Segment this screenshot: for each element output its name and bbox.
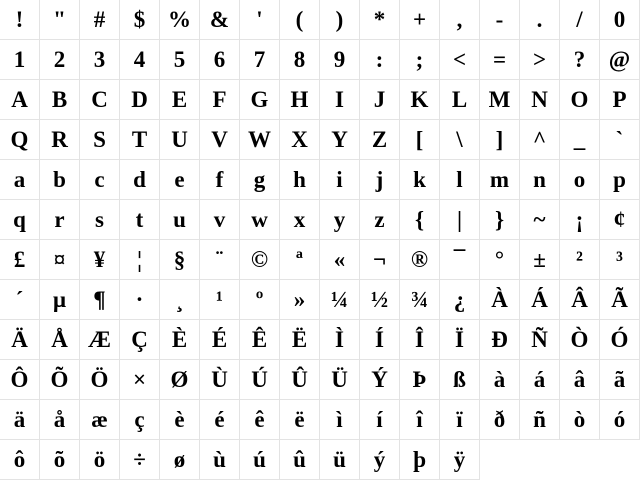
glyph-cell[interactable]: 1: [0, 40, 40, 80]
glyph-cell[interactable]: .: [520, 0, 560, 40]
glyph-cell[interactable]: Ø: [160, 360, 200, 400]
glyph-cell[interactable]: u: [160, 200, 200, 240]
glyph-cell[interactable]: ô: [0, 440, 40, 480]
glyph-cell[interactable]: °: [480, 240, 520, 280]
glyph-cell[interactable]: M: [480, 80, 520, 120]
glyph-cell[interactable]: #: [80, 0, 120, 40]
glyph-cell[interactable]: ¥: [80, 240, 120, 280]
glyph-cell[interactable]: Æ: [80, 320, 120, 360]
glyph-cell[interactable]: é: [200, 400, 240, 440]
glyph-cell[interactable]: 3: [80, 40, 120, 80]
glyph-cell[interactable]: ú: [240, 440, 280, 480]
glyph-cell[interactable]: ä: [0, 400, 40, 440]
glyph-cell[interactable]: /: [560, 0, 600, 40]
glyph-cell[interactable]: É: [200, 320, 240, 360]
glyph-cell[interactable]: Ð: [480, 320, 520, 360]
glyph-cell[interactable]: @: [600, 40, 640, 80]
glyph-cell[interactable]: X: [280, 120, 320, 160]
glyph-cell[interactable]: |: [440, 200, 480, 240]
glyph-cell[interactable]: A: [0, 80, 40, 120]
glyph-cell[interactable]: j: [360, 160, 400, 200]
glyph-cell[interactable]: U: [160, 120, 200, 160]
glyph-cell[interactable]: f: [200, 160, 240, 200]
glyph-cell[interactable]: 7: [240, 40, 280, 80]
glyph-cell[interactable]: 5: [160, 40, 200, 80]
glyph-cell[interactable]: ?: [560, 40, 600, 80]
glyph-cell[interactable]: e: [160, 160, 200, 200]
glyph-cell[interactable]: a: [0, 160, 40, 200]
glyph-cell[interactable]: _: [560, 120, 600, 160]
glyph-cell[interactable]: H: [280, 80, 320, 120]
glyph-cell[interactable]: c: [80, 160, 120, 200]
glyph-cell[interactable]: !: [0, 0, 40, 40]
glyph-cell[interactable]: ø: [160, 440, 200, 480]
glyph-cell[interactable]: õ: [40, 440, 80, 480]
glyph-cell[interactable]: C: [80, 80, 120, 120]
glyph-cell[interactable]: {: [400, 200, 440, 240]
glyph-cell[interactable]: «: [320, 240, 360, 280]
glyph-cell[interactable]: ü: [320, 440, 360, 480]
glyph-cell[interactable]: G: [240, 80, 280, 120]
glyph-cell[interactable]: ¤: [40, 240, 80, 280]
empty-cell: [480, 440, 520, 480]
glyph-cell[interactable]: Ù: [200, 360, 240, 400]
glyph-cell[interactable]: Ã: [600, 280, 640, 320]
glyph-cell[interactable]: -: [480, 0, 520, 40]
glyph-cell[interactable]: n: [520, 160, 560, 200]
glyph-cell[interactable]: í: [360, 400, 400, 440]
glyph-cell[interactable]: V: [200, 120, 240, 160]
glyph-cell[interactable]: m: [480, 160, 520, 200]
glyph-cell[interactable]: N: [520, 80, 560, 120]
glyph-cell[interactable]: Q: [0, 120, 40, 160]
glyph-cell[interactable]: r: [40, 200, 80, 240]
glyph-cell[interactable]: T: [120, 120, 160, 160]
empty-cell: [560, 440, 600, 480]
glyph-cell[interactable]: Ò: [560, 320, 600, 360]
glyph-cell[interactable]: ¶: [80, 280, 120, 320]
glyph-cell[interactable]: p: [600, 160, 640, 200]
glyph-cell[interactable]: ÿ: [440, 440, 480, 480]
glyph-cell[interactable]: Ï: [440, 320, 480, 360]
glyph-cell[interactable]: Ý: [360, 360, 400, 400]
glyph-cell[interactable]: Ç: [120, 320, 160, 360]
empty-cell: [600, 440, 640, 480]
glyph-cell[interactable]: w: [240, 200, 280, 240]
glyph-cell[interactable]: L: [440, 80, 480, 120]
glyph-cell[interactable]: ;: [400, 40, 440, 80]
glyph-cell[interactable]: ñ: [520, 400, 560, 440]
glyph-cell[interactable]: þ: [400, 440, 440, 480]
glyph-cell[interactable]: ÷: [120, 440, 160, 480]
glyph-cell[interactable]: À: [480, 280, 520, 320]
glyph-cell[interactable]: à: [480, 360, 520, 400]
glyph-cell[interactable]: Ñ: [520, 320, 560, 360]
glyph-cell[interactable]: ´: [0, 280, 40, 320]
glyph-cell[interactable]: ë: [280, 400, 320, 440]
glyph-cell[interactable]: ¡: [560, 200, 600, 240]
glyph-cell[interactable]: ¿: [440, 280, 480, 320]
glyph-cell[interactable]: Á: [520, 280, 560, 320]
glyph-cell[interactable]: ²: [560, 240, 600, 280]
glyph-cell[interactable]: O: [560, 80, 600, 120]
glyph-cell[interactable]: `: [600, 120, 640, 160]
glyph-cell[interactable]: ³: [600, 240, 640, 280]
glyph-cell[interactable]: i: [320, 160, 360, 200]
glyph-cell[interactable]: ç: [120, 400, 160, 440]
glyph-cell[interactable]: (: [280, 0, 320, 40]
glyph-cell[interactable]: Õ: [40, 360, 80, 400]
glyph-cell[interactable]: ð: [480, 400, 520, 440]
glyph-cell[interactable]: Î: [400, 320, 440, 360]
glyph-cell[interactable]: Ì: [320, 320, 360, 360]
glyph-cell[interactable]: ã: [600, 360, 640, 400]
glyph-cell[interactable]: B: [40, 80, 80, 120]
glyph-cell[interactable]: <: [440, 40, 480, 80]
glyph-cell[interactable]: Z: [360, 120, 400, 160]
glyph-cell[interactable]: ®: [400, 240, 440, 280]
glyph-cell[interactable]: F: [200, 80, 240, 120]
glyph-cell[interactable]: b: [40, 160, 80, 200]
glyph-cell[interactable]: K: [400, 80, 440, 120]
glyph-cell[interactable]: Y: [320, 120, 360, 160]
glyph-cell[interactable]: û: [280, 440, 320, 480]
glyph-cell[interactable]: ¹: [200, 280, 240, 320]
glyph-cell[interactable]: µ: [40, 280, 80, 320]
glyph-cell[interactable]: =: [480, 40, 520, 80]
glyph-cell[interactable]: ·: [120, 280, 160, 320]
glyph-cell[interactable]: 4: [120, 40, 160, 80]
glyph-cell[interactable]: ö: [80, 440, 120, 480]
glyph-cell[interactable]: £: [0, 240, 40, 280]
glyph-cell[interactable]: ,: [440, 0, 480, 40]
glyph-cell[interactable]: Ä: [0, 320, 40, 360]
glyph-cell[interactable]: \: [440, 120, 480, 160]
glyph-cell[interactable]: t: [120, 200, 160, 240]
glyph-cell[interactable]: ]: [480, 120, 520, 160]
glyph-cell[interactable]: è: [160, 400, 200, 440]
glyph-cell[interactable]: á: [520, 360, 560, 400]
glyph-cell[interactable]: â: [560, 360, 600, 400]
glyph-cell[interactable]: l: [440, 160, 480, 200]
glyph-cell[interactable]: Å: [40, 320, 80, 360]
glyph-cell[interactable]: Ó: [600, 320, 640, 360]
glyph-cell[interactable]: ê: [240, 400, 280, 440]
glyph-cell[interactable]: î: [400, 400, 440, 440]
glyph-cell[interactable]: W: [240, 120, 280, 160]
glyph-cell[interactable]: o: [560, 160, 600, 200]
glyph-cell[interactable]: 6: [200, 40, 240, 80]
glyph-cell[interactable]: q: [0, 200, 40, 240]
glyph-cell[interactable]: ý: [360, 440, 400, 480]
glyph-cell[interactable]: ò: [560, 400, 600, 440]
glyph-cell[interactable]: $: [120, 0, 160, 40]
glyph-cell[interactable]: 0: [600, 0, 640, 40]
glyph-cell[interactable]: *: [360, 0, 400, 40]
glyph-cell[interactable]: D: [120, 80, 160, 120]
glyph-cell[interactable]: %: [160, 0, 200, 40]
glyph-cell[interactable]: d: [120, 160, 160, 200]
glyph-cell[interactable]: [: [400, 120, 440, 160]
glyph-cell[interactable]: ¸: [160, 280, 200, 320]
glyph-cell[interactable]: Ü: [320, 360, 360, 400]
glyph-cell[interactable]: 9: [320, 40, 360, 80]
glyph-cell[interactable]: I: [320, 80, 360, 120]
glyph-cell[interactable]: ¾: [400, 280, 440, 320]
glyph-cell[interactable]: ': [240, 0, 280, 40]
glyph-cell[interactable]: >: [520, 40, 560, 80]
glyph-cell[interactable]: ^: [520, 120, 560, 160]
glyph-cell[interactable]: Ú: [240, 360, 280, 400]
glyph-cell[interactable]: 8: [280, 40, 320, 80]
glyph-cell[interactable]: y: [320, 200, 360, 240]
glyph-cell[interactable]: s: [80, 200, 120, 240]
glyph-cell[interactable]: Ô: [0, 360, 40, 400]
glyph-cell[interactable]: E: [160, 80, 200, 120]
glyph-cell[interactable]: Ë: [280, 320, 320, 360]
glyph-cell[interactable]: x: [280, 200, 320, 240]
glyph-cell[interactable]: S: [80, 120, 120, 160]
glyph-cell[interactable]: k: [400, 160, 440, 200]
glyph-cell[interactable]: æ: [80, 400, 120, 440]
empty-cell: [520, 440, 560, 480]
glyph-cell[interactable]: ù: [200, 440, 240, 480]
glyph-cell[interactable]: z: [360, 200, 400, 240]
glyph-cell[interactable]: R: [40, 120, 80, 160]
glyph-cell[interactable]: Ö: [80, 360, 120, 400]
glyph-cell[interactable]: Â: [560, 280, 600, 320]
glyph-cell[interactable]: Ê: [240, 320, 280, 360]
glyph-cell[interactable]: &: [200, 0, 240, 40]
glyph-cell[interactable]: :: [360, 40, 400, 80]
glyph-cell[interactable]: ×: [120, 360, 160, 400]
glyph-cell[interactable]: ¼: [320, 280, 360, 320]
glyph-cell[interactable]: ½: [360, 280, 400, 320]
glyph-cell[interactable]: §: [160, 240, 200, 280]
glyph-cell[interactable]: ï: [440, 400, 480, 440]
glyph-cell[interactable]: Þ: [400, 360, 440, 400]
glyph-cell[interactable]: ¯: [440, 240, 480, 280]
glyph-cell[interactable]: }: [480, 200, 520, 240]
glyph-cell[interactable]: »: [280, 280, 320, 320]
glyph-cell[interactable]: ": [40, 0, 80, 40]
glyph-cell[interactable]: º: [240, 280, 280, 320]
glyph-cell[interactable]: ó: [600, 400, 640, 440]
glyph-cell[interactable]: ¢: [600, 200, 640, 240]
glyph-cell[interactable]: ß: [440, 360, 480, 400]
glyph-cell[interactable]: ¨: [200, 240, 240, 280]
glyph-cell[interactable]: ª: [280, 240, 320, 280]
glyph-cell[interactable]: P: [600, 80, 640, 120]
glyph-cell[interactable]: ): [320, 0, 360, 40]
glyph-cell[interactable]: +: [400, 0, 440, 40]
glyph-cell[interactable]: ~: [520, 200, 560, 240]
glyph-cell[interactable]: ì: [320, 400, 360, 440]
glyph-cell[interactable]: Û: [280, 360, 320, 400]
glyph-cell[interactable]: È: [160, 320, 200, 360]
glyph-cell[interactable]: J: [360, 80, 400, 120]
glyph-cell[interactable]: ¦: [120, 240, 160, 280]
glyph-cell[interactable]: å: [40, 400, 80, 440]
glyph-cell[interactable]: Í: [360, 320, 400, 360]
glyph-cell[interactable]: g: [240, 160, 280, 200]
glyph-cell[interactable]: h: [280, 160, 320, 200]
glyph-cell[interactable]: ±: [520, 240, 560, 280]
glyph-cell[interactable]: 2: [40, 40, 80, 80]
glyph-cell[interactable]: ©: [240, 240, 280, 280]
glyph-cell[interactable]: v: [200, 200, 240, 240]
glyph-cell[interactable]: ¬: [360, 240, 400, 280]
